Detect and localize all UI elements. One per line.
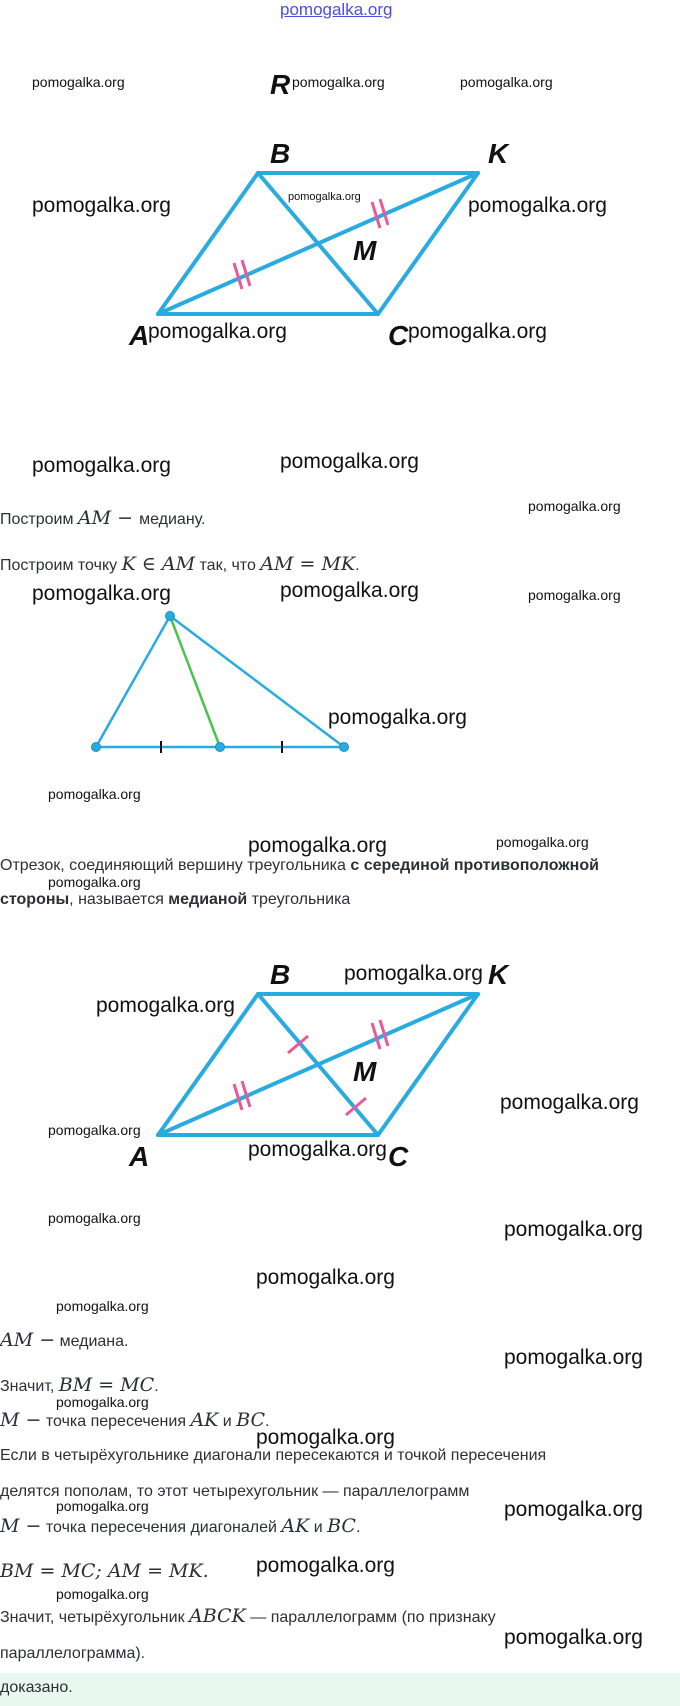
text-line-construct-median: Построим AM − медиану. xyxy=(0,507,206,529)
watermark: pomogalka.org xyxy=(504,1346,643,1369)
proof-line-intersection: M − точка пересечения AK и BC. xyxy=(0,1409,270,1431)
watermark: pomogalka.org xyxy=(48,1210,141,1226)
proof-line-am-median: AM − медиана. xyxy=(0,1329,129,1351)
watermark: pomogalka.org xyxy=(248,834,387,857)
proof-line-conclusion-2: параллелограмма). xyxy=(0,1645,146,1662)
figure-triangle-median xyxy=(0,600,680,800)
text-line-construct-point: Построим точку K ∈ AM так, что AM = MK. xyxy=(0,553,360,575)
proved-text: доказано. xyxy=(0,1679,73,1696)
watermark: pomogalka.org xyxy=(256,1426,395,1449)
watermark: pomogalka.org xyxy=(500,1091,639,1114)
label-A: A xyxy=(129,1141,150,1172)
label-A: A xyxy=(129,320,150,351)
watermark: pomogalka.org xyxy=(48,786,141,802)
watermark: pomogalka.org xyxy=(280,579,419,602)
label-C: C xyxy=(388,320,409,351)
label-M: M xyxy=(353,1056,377,1087)
watermark: pomogalka.org xyxy=(56,1298,149,1314)
proof-line-diagonals: M − точка пересечения диагоналей AK и BC. xyxy=(0,1515,361,1537)
watermark: pomogalka.org xyxy=(496,834,589,850)
watermark: pomogalka.org xyxy=(56,1394,149,1410)
figure-parallelogram-1 xyxy=(0,0,680,360)
label-C: C xyxy=(388,1141,409,1172)
label-B: B xyxy=(270,138,291,169)
watermark: pomogalka.org xyxy=(32,74,125,90)
watermark: pomogalka.org xyxy=(328,706,467,729)
label-R: R xyxy=(270,69,291,100)
watermark: pomogalka.org xyxy=(468,194,607,217)
label-K: K xyxy=(488,138,509,169)
proof-line-criterion-1: Если в четырёхугольнике диагонали пересекаются и точкой пересечения xyxy=(0,1447,547,1464)
watermark: pomogalka.org xyxy=(56,1498,149,1514)
watermark: pomogalka.org xyxy=(504,1626,643,1649)
watermark: pomogalka.org xyxy=(32,454,171,477)
watermark: pomogalka.org xyxy=(504,1218,643,1241)
watermark: pomogalka.org xyxy=(32,194,171,217)
watermark: pomogalka.org xyxy=(48,1122,141,1138)
proved-banner xyxy=(0,1673,680,1706)
watermark: pomogalka.org xyxy=(280,450,419,473)
definition-line-2: стороны, называется медианой треугольника xyxy=(0,891,351,908)
definition-line-1: Отрезок, соединяющий вершину треугольника с серединой противоположной xyxy=(0,857,599,874)
watermark: pomogalka.org xyxy=(528,498,621,514)
watermark: pomogalka.org xyxy=(56,1586,149,1602)
proof-line-criterion-2: делятся пополам, то этот четырехугольник — параллелограмм xyxy=(0,1483,470,1500)
watermark: pomogalka.org xyxy=(96,994,235,1017)
watermark: pomogalka.org xyxy=(528,587,621,603)
watermark: pomogalka.org xyxy=(460,74,553,90)
watermark: pomogalka.org xyxy=(288,191,361,203)
watermark: pomogalka.org xyxy=(32,582,171,605)
proof-line-bm-mc: Значит, BM = MC. xyxy=(0,1374,159,1396)
watermark: pomogalka.org xyxy=(48,874,141,890)
watermark: pomogalka.org xyxy=(504,1498,643,1521)
watermark: pomogalka.org xyxy=(344,962,483,985)
watermark: pomogalka.org xyxy=(148,320,287,343)
label-M: M xyxy=(353,235,377,266)
watermark: pomogalka.org xyxy=(256,1554,395,1577)
proof-line-conclusion-1: Значит, четырёхугольник ABCK — параллелограмм (по признаку xyxy=(0,1605,496,1627)
watermark: pomogalka.org xyxy=(408,320,547,343)
watermark: pomogalka.org xyxy=(248,1138,387,1161)
proof-line-equalities: BM = MC; AM = MK. xyxy=(0,1560,209,1582)
label-K: K xyxy=(488,959,509,990)
site-link[interactable]: pomogalka.org xyxy=(280,0,393,19)
watermark: pomogalka.org xyxy=(256,1266,395,1289)
label-B: B xyxy=(270,959,291,990)
watermark: pomogalka.org xyxy=(292,74,385,90)
